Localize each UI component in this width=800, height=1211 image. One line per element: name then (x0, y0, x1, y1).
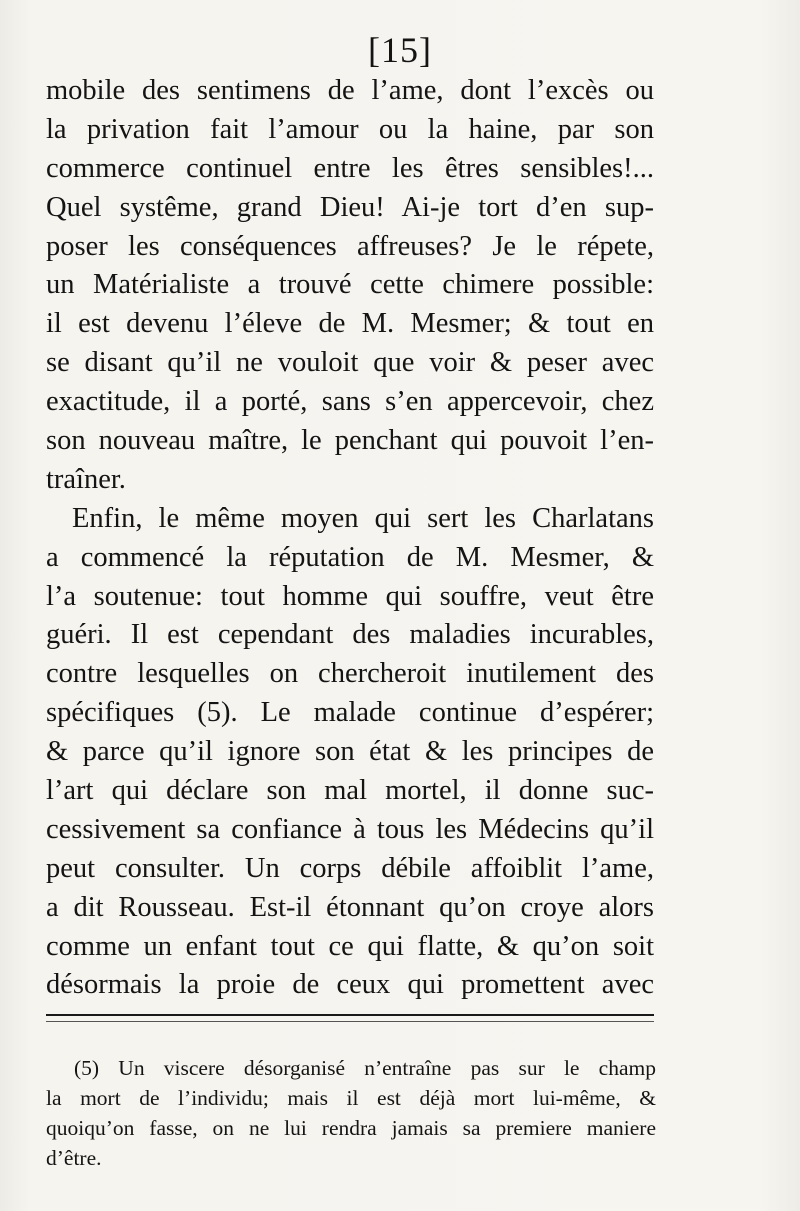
text-line: exactitude, il a porté, sans s’en appercevoir, chez (46, 386, 654, 418)
text-line: l’art qui déclare son mal mortel, il donne suc- (46, 775, 654, 807)
text-line: désormais la proie de ceux qui promettent avec (46, 969, 654, 1001)
text-line: guéri. Il est cependant des maladies incurables, (46, 619, 654, 651)
text-line: se disant qu’il ne vouloit que voir & peser avec (46, 347, 654, 379)
text-line: l’a soutenue: tout homme qui souffre, veut être (46, 580, 654, 612)
footnote-line: d’être. (46, 1146, 102, 1170)
text-line: poser les conséquences affreuses? Je le répete, (46, 230, 654, 262)
text-line: a dit Rousseau. Est-il étonnant qu’on croye alors (46, 891, 654, 923)
text-line: cessivement sa confiance à tous les Médecins qu’il (46, 813, 654, 845)
text-line: spécifiques (5). Le malade continue d’espérer; (46, 697, 654, 729)
text-line: peut consulter. Un corps débile affoiblit l’ame, (46, 852, 654, 884)
text-line: son nouveau maître, le penchant qui pouvoit l’en- (46, 425, 654, 457)
text-line: & parce qu’il ignore son état & les principes de (46, 736, 654, 768)
text-line: commerce continuel entre les êtres sensibles!... (46, 152, 654, 184)
page-number: [15] (368, 30, 432, 70)
text-line: Enfin, le même moyen qui sert les Charlatans (72, 502, 654, 534)
text-line: contre lesquelles on chercheroit inutilement des (46, 658, 654, 690)
body-text (46, 72, 654, 1005)
text-line: un Matérialiste a trouvé cette chimere possible: (46, 269, 654, 301)
text-line: il est devenu l’éleve de M. Mesmer; & tout en (46, 308, 654, 340)
footnote-line: (5) Un viscere désorganisé n’entraîne pas sur le champ (74, 1056, 656, 1080)
footnote-line: quoiqu’on fasse, on ne lui rendra jamais sa premiere maniere (46, 1116, 656, 1140)
footnote (46, 1053, 656, 1173)
text-line: comme un enfant tout ce qui flatte, & qu’on soit (46, 930, 654, 962)
footnote-divider (46, 1014, 654, 1016)
text-line: la privation fait l’amour ou la haine, par son (46, 113, 654, 145)
text-line: traîner. (46, 463, 126, 495)
text-line: a commencé la réputation de M. Mesmer, & (46, 541, 654, 573)
footnote-divider-thin (46, 1021, 654, 1022)
text-line: Quel systême, grand Dieu! Ai-je tort d’en sup- (46, 191, 654, 223)
footnote-line: la mort de l’individu; mais il est déjà mort lui-même, & (46, 1086, 656, 1110)
text-line: mobile des sentimens de l’ame, dont l’excès ou (46, 75, 654, 106)
